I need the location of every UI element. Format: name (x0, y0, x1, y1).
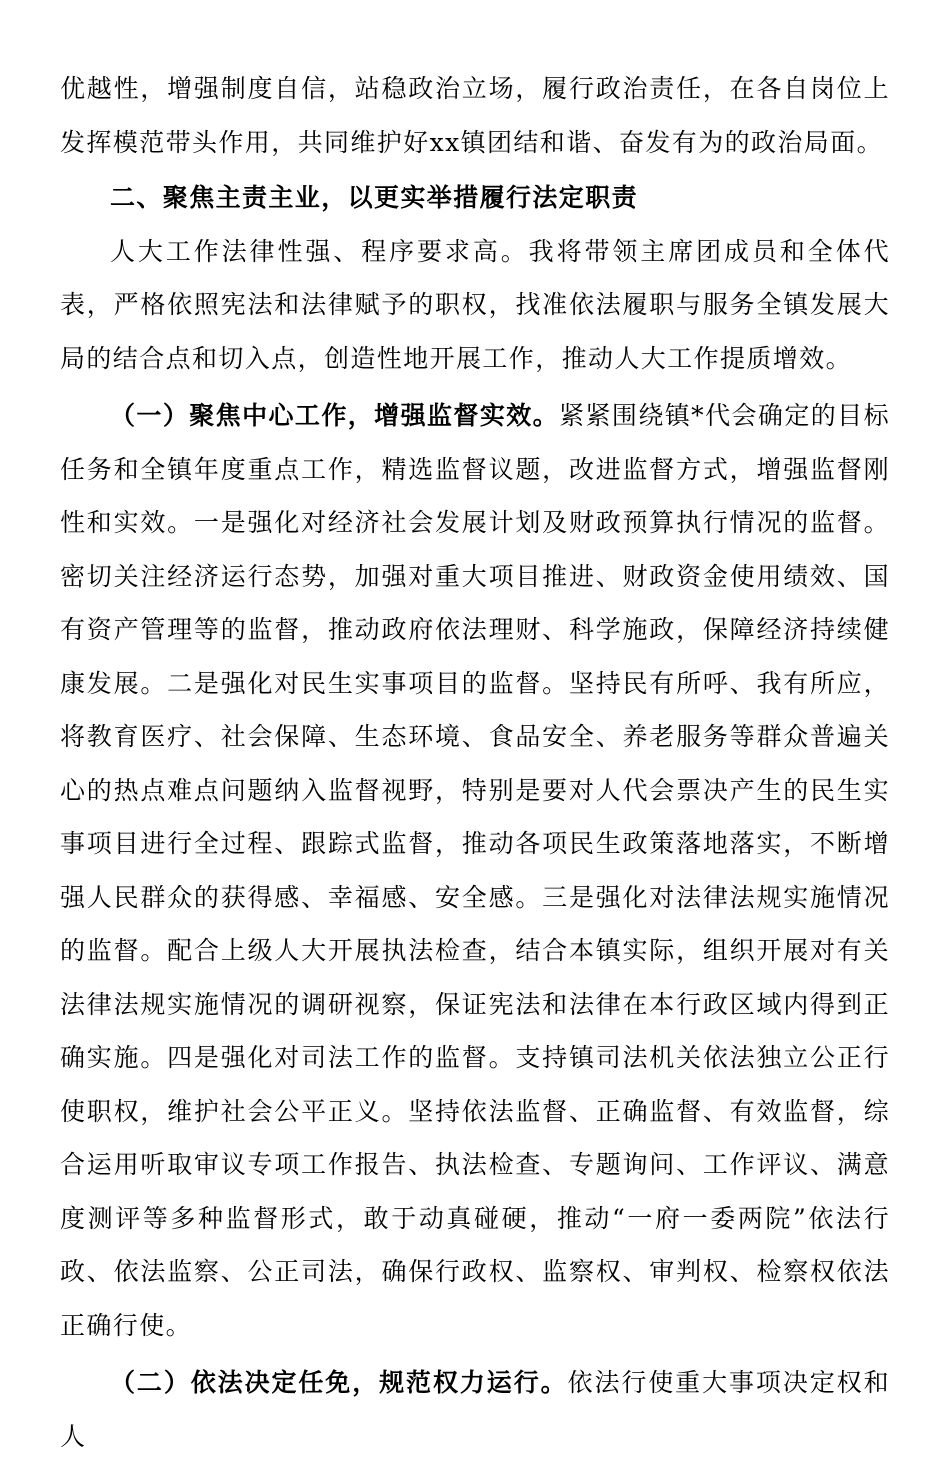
subsection-1-paragraph (60, 389, 890, 1352)
subsection-1-heading: （一）聚焦中心工作，增强监督实效。 (110, 401, 560, 430)
subsection-2-paragraph (60, 1356, 890, 1463)
subsection-2-heading: （二）依法决定任免，规范权力运行。 (110, 1368, 568, 1397)
paragraph-section2-body: 人大工作法律性强、程序要求高。我将带领主席团成员和全体代表，严格依照宪法和法律赋予的职权，找准依法履职与服务全镇发展大局的结合点和切入点，创造性地开展工作，推动人大工作提质增效。 (60, 236, 890, 373)
document-page (60, 62, 890, 1463)
subsection-1-body: 紧紧围绕镇*代会确定的目标任务和全镇年度重点工作，精选监督议题，改进监督方式，增强监督刚性和实效。一是强化对经济社会发展计划及财政预算执行情况的监督。密切关注经济运行态势，加强对重大项目推进、财政资金使用绩效、国有资产管理等的监督，推动政府依法理财、科学施政，保障经济持续健康发展。二是强化对民生实事项目的监督。坚持民有所呼、我有所应，将教育医疗、社会保障、生态环境、食品安全、养老服务等群众普遍关心的热点难点问题纳入监督视野，特别是要对人代会票决产生的民生实事项目进行全过程、跟踪式监督，推动各项民生政策落地落实，不断增强人民群众的获得感、幸福感、安全感。三是强化对法律法规实施情况的监督。配合上级人大开展执法检查，结合本镇实际，组织开展对有关法律法规实施情况的调研视察，保证宪法和法律在本行政区域内得到正确实施。四是强化对司法工作的监督。支持镇司法机关依法独立公正行使职权，维护社会公平正义。坚持依法监督、正确监督、有效监督，综合运用听取审议专项工作报告、执法检查、专题询问、工作评议、满意度测评等多种监督形式，敢于动真碰硬，推动“一府一委两院”依法行政、依法监察、公正司法，确保行政权、监察权、审判权、检察权依法正确行使。 (60, 401, 890, 1340)
subsection-2-body: 依法行使重大事项决定权和人 (60, 1368, 890, 1451)
section-heading-2: 二、聚焦主责主业，以更实举措履行法定职责 (110, 183, 639, 212)
paragraph-intro-continuation: 优越性，增强制度自信，站稳政治立场，履行政治责任，在各自岗位上发挥模范带头作用，共同维护好xx镇团结和谐、奋发有为的政治局面。 (60, 74, 890, 157)
